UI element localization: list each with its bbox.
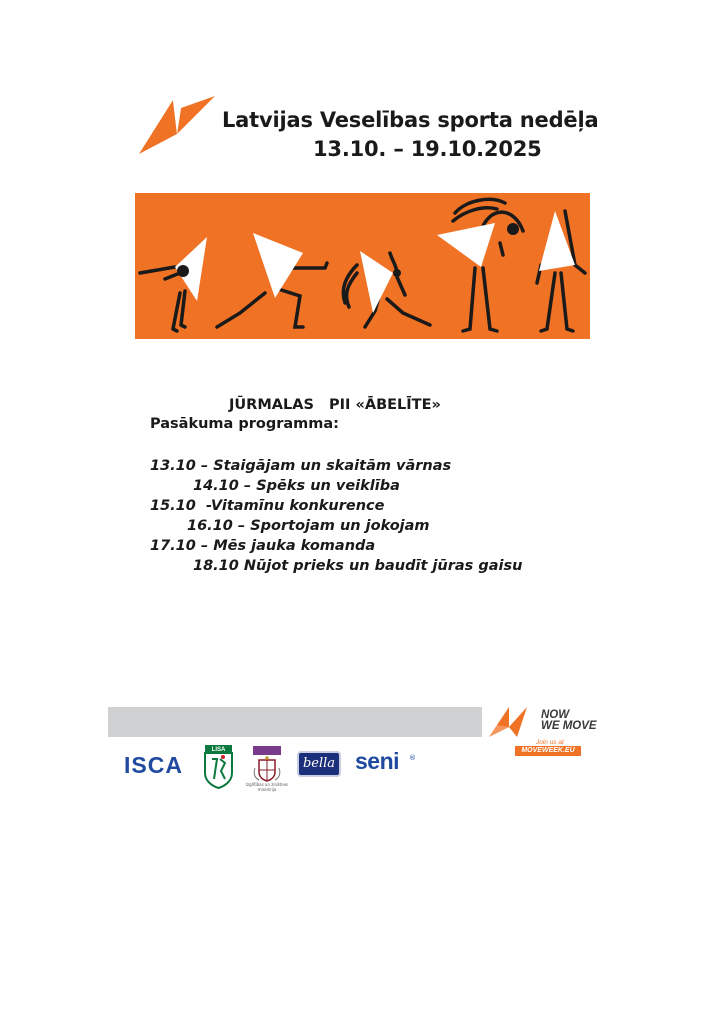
programme-item: 13.10 – Staigājam un skaitām vārnas [150,458,452,474]
footer-band [108,707,482,737]
programme-item: 15.10 -Vitamīnu konkurence [150,498,385,514]
programme-item: 17.10 – Mēs jauka komanda [150,538,376,554]
programme-item: 16.10 – Sportojam un jokojam [187,518,430,534]
now-we-move-text: NOW WE MOVE [541,709,597,732]
registered-mark-icon: ® [409,754,416,762]
bella-logo: bella [297,751,341,777]
seni-logo: seni [355,748,400,774]
programme-title: Pasākuma programma: [150,416,339,432]
programme-item: 14.10 – Spēks un veiklība [193,478,400,494]
lisa-logo-icon [203,745,234,789]
join-us-text: Join us at [536,739,564,746]
lisa-label: LISA [211,747,226,753]
event-title: Latvijas Veselības sporta nedēļa [222,108,599,132]
school-name: JŪRMALAS PII «ĀBELĪTE» [229,397,441,413]
programme-item: 18.10 Nūjot prieks un baudīt jūras gaisu [193,558,523,574]
stick-figures-exercising-banner [135,193,590,339]
event-dates: 13.10. – 19.10.2025 [313,137,542,161]
ministry-caption: Izglītības un zinātnes ministrija [245,782,289,792]
isca-logo: ISCA [124,752,183,778]
orange-arrow-logo-icon [137,94,217,156]
moveweek-url-badge: MOVEWEEK.EU [515,746,581,756]
